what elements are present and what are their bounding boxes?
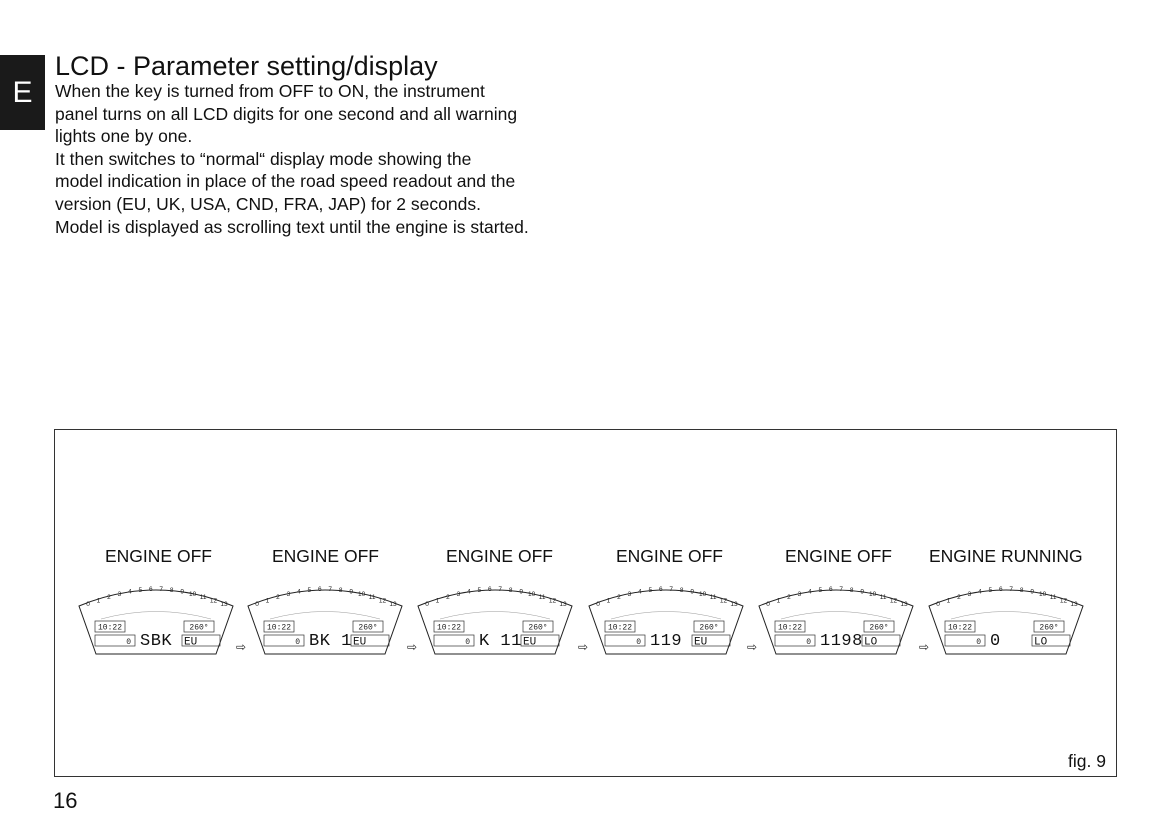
frame-caption: ENGINE OFF <box>105 546 212 566</box>
tach-number: 2 <box>276 594 280 602</box>
tach-number: 5 <box>648 586 653 594</box>
lcd-frame <box>756 582 916 656</box>
tach-number: 5 <box>138 586 143 594</box>
tach-number: 0 <box>596 601 600 608</box>
paragraph-line: It then switches to “normal“ display mode showing the <box>55 148 472 169</box>
paragraph-line: When the key is turned from OFF to ON, the instrument <box>55 81 485 101</box>
tach-number: 3 <box>117 591 122 599</box>
tach-number: 4 <box>467 588 471 596</box>
tach-number: 9 <box>349 588 353 596</box>
tach-number: 2 <box>957 594 961 602</box>
version-readout: LO <box>1034 636 1048 649</box>
tach-number: 9 <box>1030 588 1034 596</box>
sequence-arrow-icon: ⇨ <box>236 640 247 654</box>
tach-number: 6 <box>317 586 322 594</box>
tach-number: 7 <box>1009 586 1014 594</box>
tach-number: 11 <box>368 594 376 602</box>
tach-number: 6 <box>658 586 663 594</box>
main-readout: K 11 <box>479 632 522 651</box>
main-readout: 0 <box>990 632 1001 651</box>
lcd-frame <box>415 582 575 656</box>
lcd-inner-arc <box>951 612 1061 620</box>
page-title: LCD - Parameter setting/display <box>55 51 438 81</box>
tach-number: 8 <box>849 586 854 594</box>
temp-readout: 260° <box>869 623 889 633</box>
lcd-inner-arc <box>440 612 550 620</box>
tach-number: 1 <box>946 597 951 605</box>
frame-caption: ENGINE OFF <box>785 546 892 566</box>
lcd-frame <box>245 582 405 656</box>
lcd-frame <box>586 582 746 656</box>
tach-number: 0 <box>766 601 770 608</box>
clock-readout: 10:22 <box>266 623 292 633</box>
tach-number: 2 <box>787 594 791 602</box>
tach-number: 8 <box>1019 586 1024 594</box>
trip-readout: 0 <box>806 638 811 647</box>
tach-number: 11 <box>199 594 207 602</box>
tach-number: 9 <box>519 588 523 596</box>
sequence-arrow-icon: ⇨ <box>919 640 930 654</box>
tach-number: 7 <box>669 586 674 594</box>
version-readout: EU <box>184 636 198 649</box>
tach-number: 6 <box>487 586 492 594</box>
tach-number: 3 <box>797 591 802 599</box>
tach-number: 3 <box>967 591 972 599</box>
lcd-frame <box>926 582 1086 656</box>
tach-number: 3 <box>627 591 632 599</box>
paragraph-line: version (EU, UK, USA, CND, FRA, JAP) for 2 seconds. <box>55 193 481 214</box>
tach-number: 11 <box>538 594 546 602</box>
clock-readout: 10:22 <box>97 623 123 633</box>
sequence-arrow-icon: ⇨ <box>407 640 418 654</box>
lcd-inner-arc <box>270 612 380 620</box>
sequence-arrow-icon: ⇨ <box>578 640 589 654</box>
tach-number: 13 <box>389 601 397 608</box>
tach-number: 4 <box>297 588 301 596</box>
tach-number: 2 <box>446 594 450 602</box>
tach-number: 1 <box>606 597 611 605</box>
paragraph-line: panel turns on all LCD digits for one second and all warning <box>55 103 518 124</box>
tach-number: 9 <box>860 588 864 596</box>
temp-readout: 260° <box>699 623 719 633</box>
tach-number: 10 <box>357 591 366 599</box>
frame-caption: ENGINE RUNNING <box>929 546 1083 566</box>
tach-number: 7 <box>839 586 844 594</box>
tach-number: 12 <box>209 597 218 605</box>
tach-number: 10 <box>698 591 707 599</box>
tach-number: 5 <box>818 586 823 594</box>
tach-number: 11 <box>879 594 887 602</box>
trip-readout: 0 <box>126 638 131 647</box>
tach-number: 2 <box>617 594 621 602</box>
tach-number: 4 <box>638 588 642 596</box>
tach-number: 6 <box>998 586 1003 594</box>
tach-number: 13 <box>220 601 228 608</box>
version-readout: LO <box>864 636 878 649</box>
clock-readout: 10:22 <box>436 623 462 633</box>
tach-number: 1 <box>96 597 101 605</box>
clock-readout: 10:22 <box>947 623 973 633</box>
lcd-inner-arc <box>611 612 721 620</box>
tach-number: 5 <box>477 586 482 594</box>
tach-number: 9 <box>180 588 184 596</box>
tach-number: 9 <box>690 588 694 596</box>
version-readout: EU <box>353 636 367 649</box>
main-readout: BK 1 <box>309 632 352 651</box>
frame-caption: ENGINE OFF <box>272 546 379 566</box>
tach-number: 4 <box>128 588 132 596</box>
tach-number: 0 <box>936 601 940 608</box>
temp-readout: 260° <box>189 623 209 633</box>
tach-number: 13 <box>730 601 738 608</box>
figure-label: fig. 9 <box>1068 751 1106 771</box>
sequence-arrow-icon: ⇨ <box>747 640 758 654</box>
temp-readout: 260° <box>1039 623 1059 633</box>
temp-readout: 260° <box>358 623 378 633</box>
lcd-inner-arc <box>101 612 211 620</box>
lcd-frame <box>76 582 236 656</box>
tach-number: 7 <box>498 586 503 594</box>
tach-number: 2 <box>107 594 111 602</box>
tach-number: 0 <box>425 601 429 608</box>
tach-number: 0 <box>86 601 90 608</box>
paragraph-line: Model is displayed as scrolling text until the engine is started. <box>55 216 529 237</box>
tach-number: 5 <box>988 586 993 594</box>
version-readout: EU <box>523 636 537 649</box>
tach-number: 11 <box>709 594 717 602</box>
paragraph-line: lights one by one. <box>55 126 193 147</box>
tach-number: 10 <box>868 591 877 599</box>
tach-number: 11 <box>1049 594 1057 602</box>
tach-number: 6 <box>828 586 833 594</box>
tach-number: 8 <box>508 586 513 594</box>
tach-number: 12 <box>719 597 728 605</box>
trip-readout: 0 <box>636 638 641 647</box>
main-readout: 119 <box>650 632 683 651</box>
tach-number: 10 <box>527 591 536 599</box>
tach-number: 7 <box>328 586 333 594</box>
tach-number: 8 <box>679 586 684 594</box>
main-readout: SBK <box>140 632 173 651</box>
main-readout: 1198 <box>820 632 863 651</box>
tach-number: 7 <box>159 586 164 594</box>
page-number: 16 <box>53 788 78 813</box>
tach-number: 10 <box>1038 591 1047 599</box>
version-readout: EU <box>694 636 708 649</box>
tach-number: 12 <box>378 597 387 605</box>
temp-readout: 260° <box>528 623 548 633</box>
trip-readout: 0 <box>976 638 981 647</box>
intro-paragraph <box>55 80 615 238</box>
tach-number: 6 <box>148 586 153 594</box>
tach-number: 1 <box>776 597 781 605</box>
trip-readout: 0 <box>465 638 470 647</box>
paragraph-line: model indication in place of the road speed readout and the <box>55 171 516 192</box>
frame-caption: ENGINE OFF <box>616 546 723 566</box>
tach-number: 8 <box>169 586 174 594</box>
tach-number: 10 <box>188 591 197 599</box>
tach-number: 13 <box>900 601 908 608</box>
tach-number: 12 <box>1059 597 1068 605</box>
tach-number: 5 <box>307 586 312 594</box>
tach-number: 8 <box>338 586 343 594</box>
frame-caption: ENGINE OFF <box>446 546 553 566</box>
clock-readout: 10:22 <box>777 623 803 633</box>
section-tab: E <box>0 55 45 130</box>
tach-number: 1 <box>265 597 270 605</box>
tach-number: 4 <box>978 588 982 596</box>
tach-number: 13 <box>1070 601 1078 608</box>
tach-number: 0 <box>255 601 259 608</box>
tach-number: 4 <box>808 588 812 596</box>
tach-number: 13 <box>559 601 567 608</box>
tach-number: 3 <box>456 591 461 599</box>
clock-readout: 10:22 <box>607 623 633 633</box>
lcd-inner-arc <box>781 612 891 620</box>
tach-number: 12 <box>548 597 557 605</box>
trip-readout: 0 <box>295 638 300 647</box>
tach-number: 3 <box>286 591 291 599</box>
figure-box <box>54 429 1117 777</box>
tach-number: 12 <box>889 597 898 605</box>
tach-number: 1 <box>435 597 440 605</box>
